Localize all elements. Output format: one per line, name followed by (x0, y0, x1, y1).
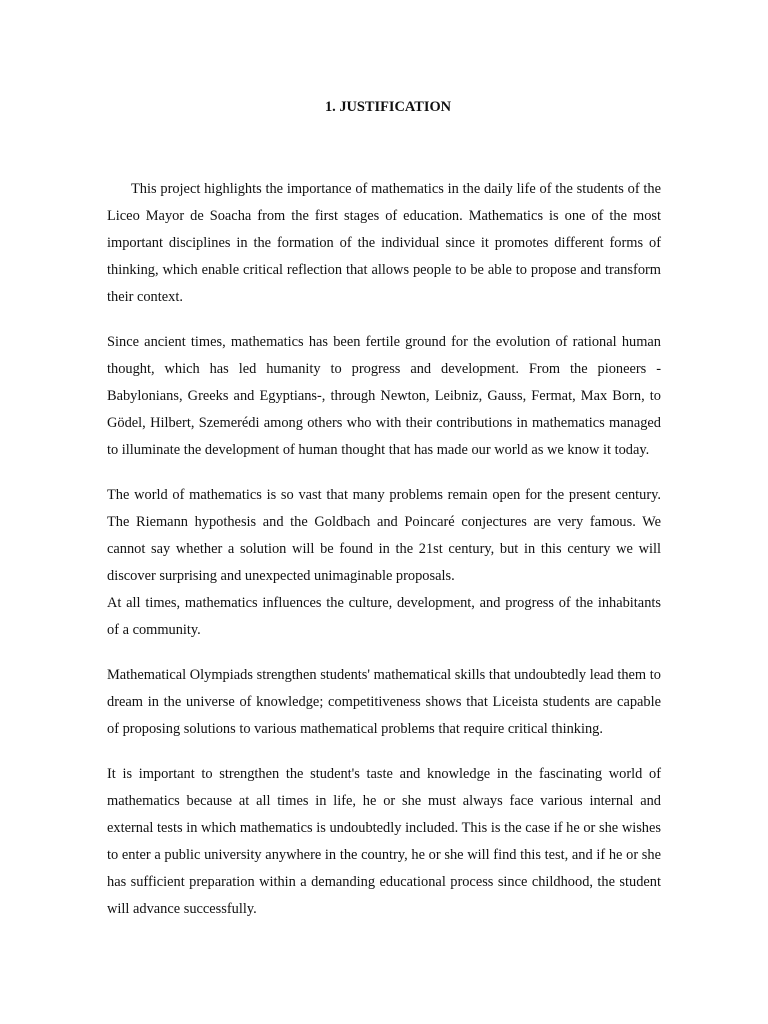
section-title: 1. JUSTIFICATION (324, 99, 452, 115)
paragraph-intro: This project highlights the importance of mathematics in the daily life of the students of the Liceo Mayor de Soacha from the first stages of education. Mathematics is one of the most important disciplines in the formation of the individual since it promotes different forms of thinking, which enable critical reflection that allows people to be able to propose and transform their context. (107, 181, 661, 305)
paragraph-importance: It is important to strengthen the student's taste and knowledge in the fascinating world of mathematics because at all times in life, he or she must always face various internal and external tests in which mathematics is undoubtedly included. This is the case if he or she wishes to enter a public university anywhere in the country, he or she will find this test, and if he or she has sufficient preparation within a demanding educational process since childhood, the student will advance successfully. (107, 766, 661, 917)
paragraph-olympiads: Mathematical Olympiads strengthen students' mathematical skills that undoubtedly lead them to dream in the universe of knowledge; competitiveness shows that Liceista students are capable of proposing solutions to various mathematical problems that require critical thinking. (107, 667, 661, 737)
paragraph-history: Since ancient times, mathematics has been fertile ground for the evolution of rational human thought, which has led humanity to progress and development. From the pioneers - Babylonians, Greeks and Egyptians-, through Newton, Leibniz, Gauss, Fermat, Max Born, to Gödel, Hilbert, Szemerédi among others who with their contributions in mathematics managed to illuminate the development of human thought that has made our world as we know it today. (107, 334, 661, 458)
paragraph-culture: At all times, mathematics influences the culture, development, and progress of the inhabitants of a community. (107, 595, 661, 638)
document-body (107, 176, 661, 941)
paragraph-open-problems: The world of mathematics is so vast that many problems remain open for the present century. The Riemann hypothesis and the Goldbach and Poincaré conjectures are very famous. We cannot say whether a solution will be found in the 21st century, but in this century we will discover surprising and unexpected unimaginable proposals. (107, 487, 661, 584)
